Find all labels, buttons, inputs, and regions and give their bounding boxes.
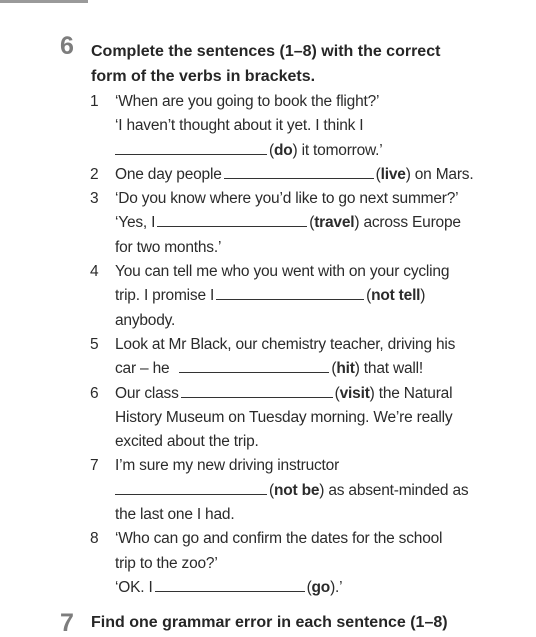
item-line: You can tell me who you went with on your cycling <box>115 263 450 281</box>
answer-blank[interactable] <box>179 358 329 373</box>
item-text: ) <box>420 287 426 305</box>
item-line: Look at Mr Black, our chemistry teacher, driving his <box>115 335 456 353</box>
answer-blank[interactable] <box>224 164 374 179</box>
sentence-item-8 <box>90 527 520 600</box>
item-line: trip to the zoo?’ <box>115 554 218 572</box>
exercise-title-line-1: Complete the sentences (1–8) with the correct <box>91 43 441 60</box>
answer-blank[interactable] <box>155 577 305 592</box>
item-line: trip. I promise I (not tell) <box>115 287 426 305</box>
item-text: car – he <box>115 360 170 378</box>
item-line: the last one I had. <box>115 506 235 524</box>
sentence-item-7 <box>90 454 520 527</box>
exercise-title <box>91 39 511 89</box>
sentence-item-6 <box>90 382 520 455</box>
item-line: ‘OK. I (go).’ <box>115 578 343 596</box>
item-text: Our class <box>115 384 179 402</box>
item-text: ) the Natural <box>369 384 453 402</box>
item-text: ) it tomorrow.’ <box>292 141 383 159</box>
sentence-item-2 <box>90 163 520 187</box>
item-text: ) across Europe <box>354 214 461 232</box>
answer-blank[interactable] <box>157 212 307 227</box>
verb-hint: hit <box>336 360 355 378</box>
item-text: ) as absent-minded as <box>319 481 469 499</box>
top-rule <box>0 0 88 3</box>
item-text: ‘OK. I <box>115 578 153 596</box>
sentence-item-3 <box>90 187 520 260</box>
item-number: 7 <box>90 457 99 475</box>
item-line: (not be) as absent-minded as <box>115 479 520 503</box>
item-number: 4 <box>90 263 99 281</box>
item-text: ‘Yes, I <box>115 214 156 232</box>
answer-blank[interactable] <box>115 480 267 495</box>
verb-hint: go <box>311 578 331 596</box>
sentence-item-5 <box>90 333 520 382</box>
item-number: 1 <box>90 93 99 110</box>
item-number: 5 <box>90 335 99 353</box>
item-line: I’m sure my new driving instructor <box>115 457 340 475</box>
next-exercise-number: 7 <box>60 609 74 637</box>
item-line: ‘I haven’t thought about it yet. I think I <box>115 117 364 135</box>
sentence-list <box>90 90 520 600</box>
verb-hint: live <box>380 165 406 183</box>
answer-blank[interactable] <box>115 140 267 155</box>
item-text: trip. I promise I <box>115 287 215 305</box>
item-text: ) that wall! <box>354 360 423 378</box>
verb-hint: visit <box>339 384 370 402</box>
verb-hint: not be <box>273 481 320 499</box>
verb-hint: not tell <box>371 287 421 305</box>
item-line: History Museum on Tuesday morning. We’re really <box>115 408 453 426</box>
item-text: ) on Mars. <box>405 165 474 183</box>
item-number: 8 <box>90 530 99 548</box>
item-text: One day people <box>115 165 222 183</box>
sentence-item-1 <box>90 90 520 163</box>
item-line: excited about the trip. <box>115 433 259 451</box>
item-line: ‘Yes, I (travel) across Europe <box>115 214 461 232</box>
verb-hint: do <box>273 141 293 159</box>
answer-blank[interactable] <box>216 285 364 300</box>
item-line: One day people (live) on Mars. <box>115 165 474 183</box>
exercise-title-line-2: form of the verbs in brackets. <box>91 68 316 85</box>
item-number: 3 <box>90 190 99 208</box>
item-number: 2 <box>90 165 99 183</box>
item-line: for two months.’ <box>115 238 222 256</box>
verb-hint: travel <box>314 214 355 232</box>
item-line: ‘Who can go and confirm the dates for the school <box>115 530 443 548</box>
answer-blank[interactable] <box>181 383 333 398</box>
item-line: (do) it tomorrow.’ <box>115 139 520 163</box>
item-line: anybody. <box>115 311 176 329</box>
exercise-number: 6 <box>60 32 74 60</box>
sentence-item-4 <box>90 260 520 333</box>
item-number: 6 <box>90 384 99 402</box>
item-text: ).’ <box>330 578 343 596</box>
item-line: Our class (visit) the Natural <box>115 384 453 402</box>
item-line: ‘Do you know where you’d like to go next summer?’ <box>115 190 459 208</box>
next-exercise-title: Find one grammar error in each sentence (1–8) <box>91 614 448 631</box>
item-line: ‘When are you going to book the flight?’ <box>115 93 380 110</box>
item-line: car – he (hit) that wall! <box>115 360 423 378</box>
